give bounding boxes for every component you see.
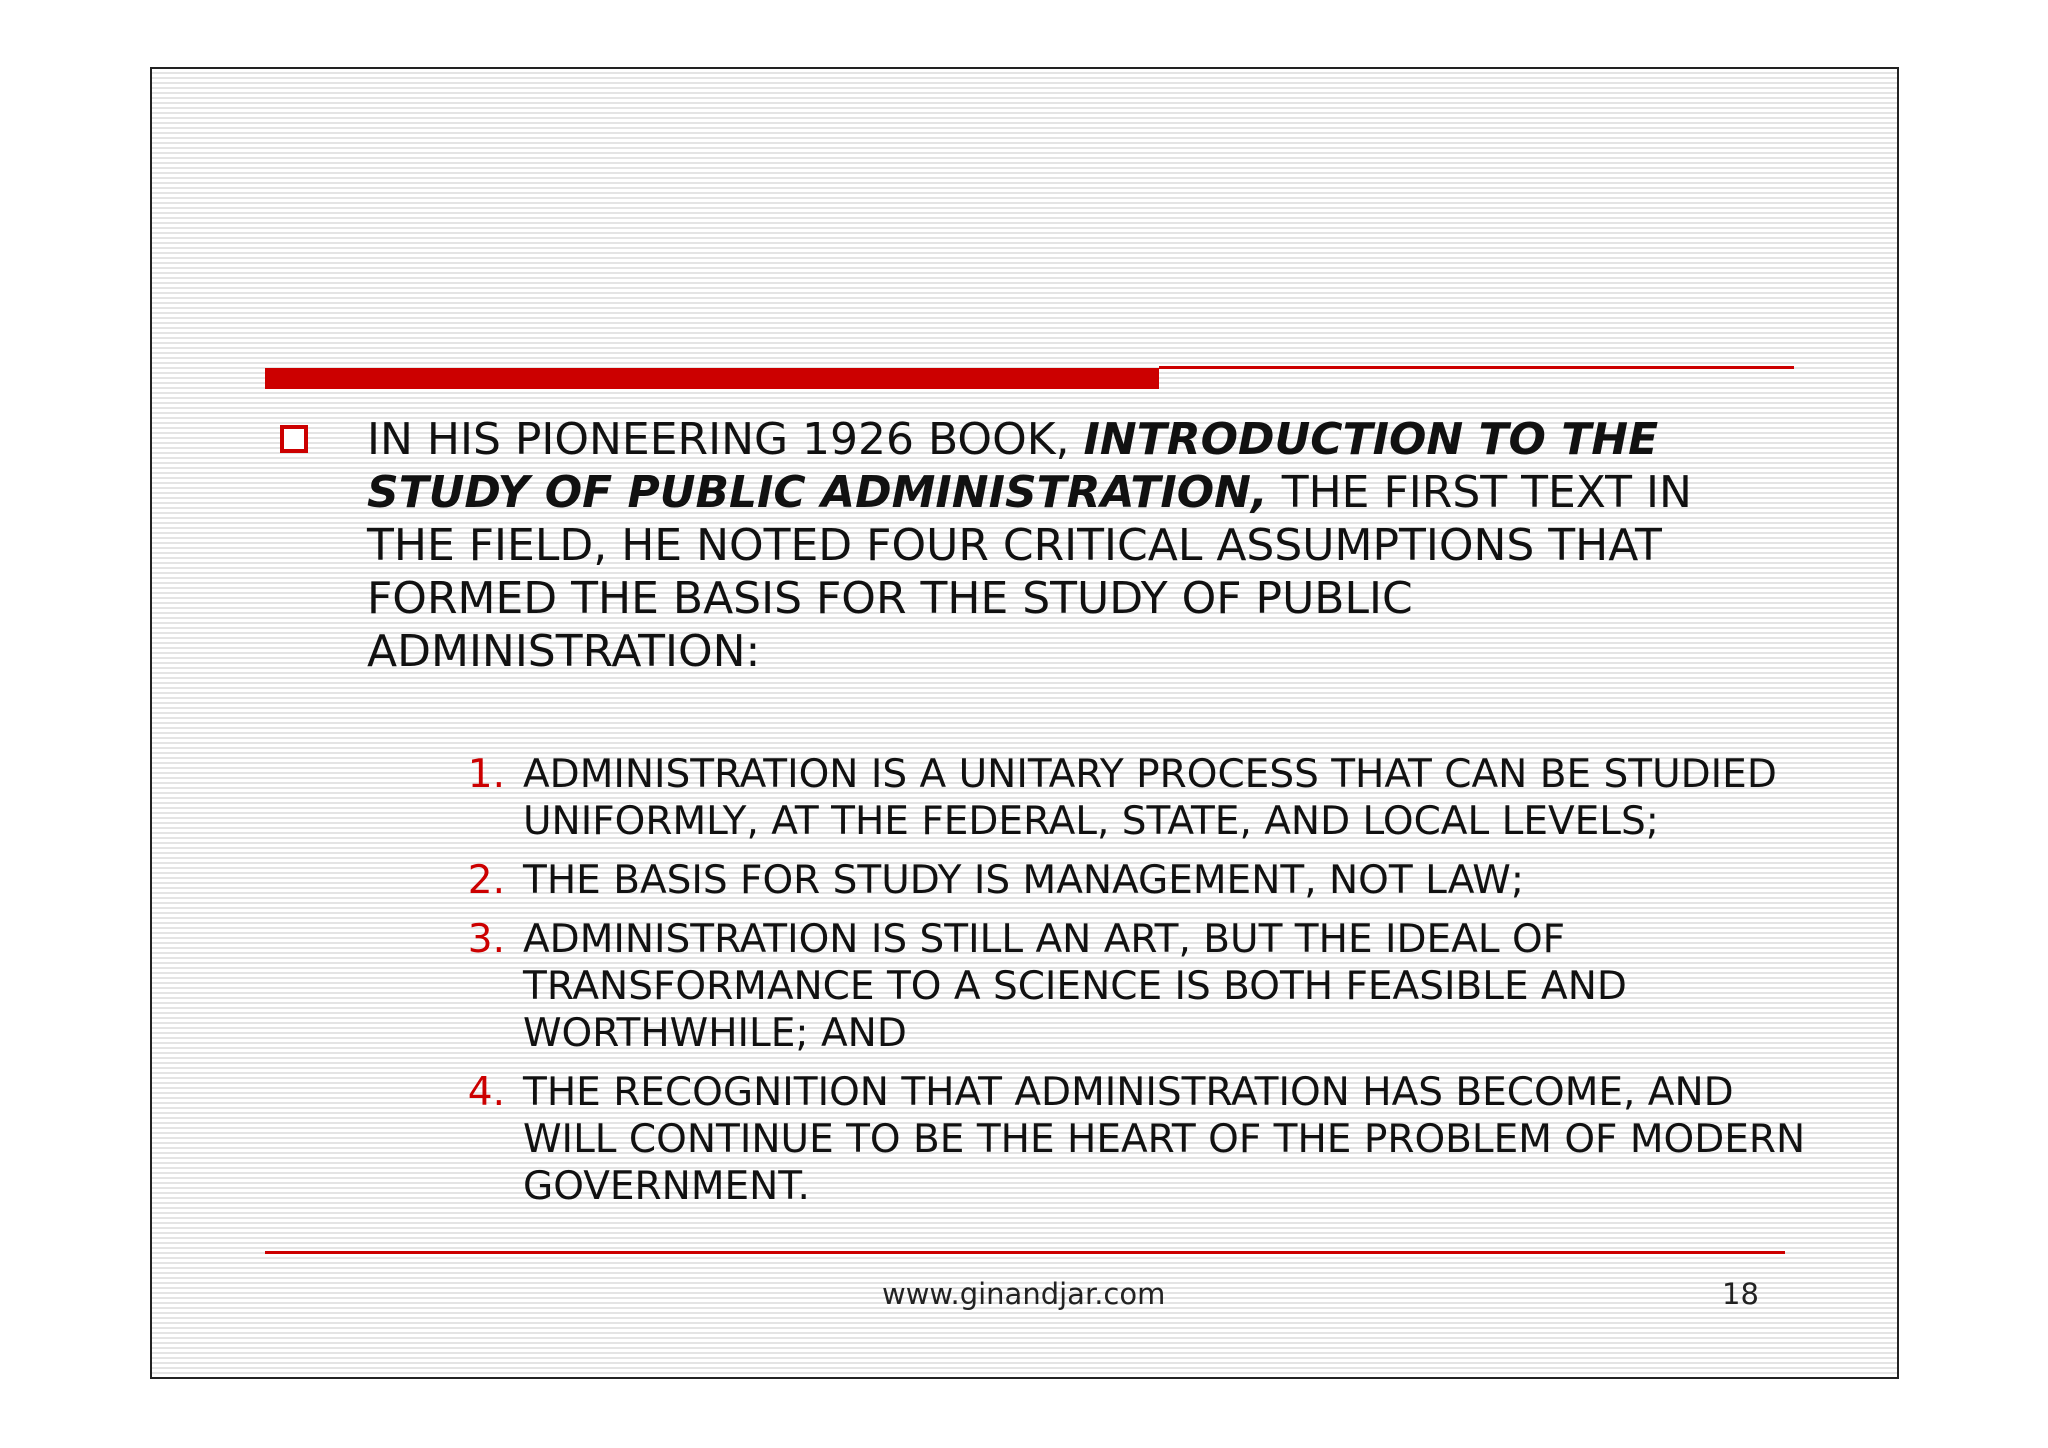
assumptions-list [447, 751, 1807, 1222]
list-item-number: 4. [467, 1070, 505, 1115]
page-number: 18 [1722, 1277, 1759, 1311]
list-item-text: THE BASIS FOR STUDY IS MANAGEMENT, NOT LAW; [523, 858, 1524, 903]
list-item [447, 857, 1807, 904]
list-item-text: THE RECOGNITION THAT ADMINISTRATION HAS BECOME, AND WILL CONTINUE TO BE THE HEART OF THE PROBLEM OF MODERN GOVERNMENT. [523, 1070, 1806, 1209]
book-title-emphasis: INTRODUCTION TO THE STUDY OF PUBLIC ADMINISTRATION, [367, 414, 1659, 518]
list-item [447, 916, 1807, 1057]
hollow-square-bullet-icon [280, 425, 308, 453]
list-item-text: ADMINISTRATION IS A UNITARY PROCESS THAT CAN BE STUDIED UNIFORMLY, AT THE FEDERAL, STATE, AND LOCAL LEVELS; [523, 752, 1777, 844]
title-accent-bar [265, 368, 1159, 389]
list-item [447, 751, 1807, 845]
list-item-text: ADMINISTRATION IS STILL AN ART, BUT THE IDEAL OF TRANSFORMANCE TO A SCIENCE IS BOTH FEASIBLE AND WORTHWHILE; AND [523, 917, 1627, 1056]
slide [150, 67, 1899, 1379]
title-accent-line [1159, 366, 1794, 369]
intro-text-after: THE FIRST TEXT IN THE FIELD, HE NOTED FOUR CRITICAL ASSUMPTIONS THAT FORMED THE BASIS FOR THE STUDY OF PUBLIC ADMINISTRATION: [367, 467, 1692, 677]
footer-url: www.ginandjar.com [882, 1277, 1166, 1311]
intro-text-before: IN HIS PIONEERING 1926 BOOK, [367, 414, 1084, 465]
list-item-number: 3. [467, 917, 505, 962]
intro-paragraph [367, 413, 1767, 678]
list-item-number: 1. [467, 752, 505, 797]
list-item [447, 1069, 1807, 1210]
footer-divider [265, 1251, 1785, 1254]
list-item-number: 2. [467, 858, 505, 903]
